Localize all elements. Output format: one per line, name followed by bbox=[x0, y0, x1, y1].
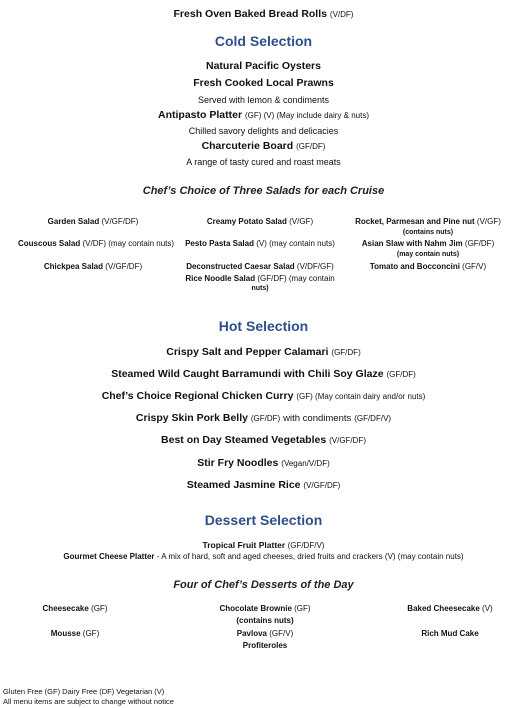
salad-chickpea bbox=[18, 262, 168, 271]
salad-tag: (V/GF/DF) bbox=[101, 217, 139, 226]
fruit-item bbox=[0, 540, 527, 550]
dessert-mousse bbox=[10, 629, 140, 638]
pork-item bbox=[0, 412, 527, 424]
dish-tag: (V/GF/DF) bbox=[303, 481, 341, 490]
dessert-brownie-note: (contains nuts) bbox=[236, 616, 294, 625]
dish-name: Crispy Salt and Pepper Calamari bbox=[166, 346, 329, 358]
salad-potato bbox=[185, 217, 335, 226]
salad-pesto bbox=[185, 239, 335, 248]
dish-extra: with condiments bbox=[283, 413, 352, 424]
salad-name: Chickpea Salad bbox=[43, 262, 103, 271]
dish-name: Chef’s Choice Regional Chicken Curry bbox=[101, 390, 294, 402]
dish-name: Stir Fry Noodles bbox=[197, 457, 279, 469]
salad-caesar bbox=[185, 262, 335, 271]
salad-asian bbox=[348, 239, 508, 248]
dish-tag: (GF/DF) bbox=[250, 414, 281, 423]
cheese-item bbox=[0, 552, 527, 561]
salad-couscous bbox=[18, 239, 175, 248]
veg-item bbox=[0, 434, 527, 446]
dessert-name: Pavlova bbox=[236, 629, 267, 638]
salad-garden bbox=[18, 217, 168, 226]
dish-desc: - A mix of hard, soft and aged cheeses, dried fruits and crackers (V) (may contain nuts) bbox=[156, 552, 464, 561]
dessert-name: Chocolate Brownie bbox=[219, 604, 292, 613]
dessert-tag: (V) bbox=[482, 604, 493, 613]
bread-item bbox=[0, 8, 527, 20]
salad-tag: (V/GF) bbox=[476, 217, 501, 226]
antipasto-name: Antipasto Platter bbox=[158, 109, 243, 121]
salad-tag: (GF/DF) bbox=[464, 239, 495, 248]
dessert-tag: (GF) bbox=[294, 604, 311, 613]
change-notice: All menu items are subject to change without notice bbox=[3, 697, 174, 706]
dish-name: Steamed Wild Caught Barramundi with Chili Soy Glaze bbox=[111, 368, 384, 380]
curry-item bbox=[0, 390, 527, 402]
dish-name: Crispy Skin Pork Belly bbox=[135, 412, 248, 424]
charcuterie-tag: (GF/DF) bbox=[296, 142, 326, 151]
salad-tag: (V/GF) bbox=[289, 217, 314, 226]
salad-name: Creamy Potato Salad bbox=[206, 217, 287, 226]
dish-name: Tropical Fruit Platter bbox=[202, 540, 286, 550]
dessert-mud bbox=[385, 629, 515, 638]
dessert-tag: (GF) bbox=[91, 604, 108, 613]
dish-tag: (GF/DF) bbox=[331, 348, 361, 357]
dish-tag: (GF/DF) bbox=[386, 370, 416, 379]
salad-noodle-note: nuts) bbox=[251, 285, 269, 292]
antipasto-item bbox=[0, 109, 527, 121]
dish-name: Steamed Jasmine Rice bbox=[186, 479, 301, 491]
charcuterie-name: Charcuterie Board bbox=[201, 140, 294, 152]
salad-tag: (V/DF/GF) bbox=[296, 262, 334, 271]
salad-name: Rocket, Parmesan and Pine nut bbox=[355, 217, 475, 226]
dessert-name: Cheesecake bbox=[42, 604, 89, 613]
dish-name: Best on Day Steamed Vegetables bbox=[161, 434, 327, 446]
dish-name: Gourmet Cheese Platter bbox=[63, 552, 155, 561]
salad-tomato bbox=[348, 262, 508, 271]
charcuterie-desc: A range of tasty cured and roast meats bbox=[186, 157, 341, 167]
hot-heading: Hot Selection bbox=[218, 318, 309, 334]
dessert-tag: (GF/V) bbox=[269, 629, 294, 638]
dessert-pavlova bbox=[195, 629, 335, 638]
salad-name: Asian Slaw with Nahm Jim bbox=[361, 239, 463, 248]
salad-name: Garden Salad bbox=[47, 217, 100, 226]
salads-heading: Chef’s Choice of Three Salads for each Cruise bbox=[142, 185, 385, 197]
dessert-subheading: Four of Chef’s Desserts of the Day bbox=[173, 579, 354, 591]
oysters-item: Natural Pacific Oysters bbox=[206, 60, 321, 72]
dish-extra-tag: (GF/DF/V) bbox=[354, 414, 392, 423]
dish-tag: (Vegan/V/DF) bbox=[281, 459, 330, 468]
prawns-item: Fresh Cooked Local Prawns bbox=[193, 77, 334, 89]
charcuterie-item bbox=[0, 140, 527, 152]
salad-tag: (V) (may contain nuts) bbox=[256, 239, 335, 248]
calamari-item bbox=[0, 346, 527, 358]
salad-rocket-note: (contains nuts) bbox=[402, 229, 454, 236]
salad-name: Rice Noodle Salad bbox=[185, 274, 256, 283]
antipasto-tag: (GF) (V) (May include dairy & nuts) bbox=[244, 111, 369, 120]
rice-item bbox=[0, 479, 527, 491]
dish-tag: (GF) (May contain dairy and/or nuts) bbox=[296, 392, 426, 401]
salad-noodle bbox=[185, 274, 335, 283]
dessert-profiteroles bbox=[195, 641, 335, 650]
salad-rocket bbox=[348, 217, 508, 226]
noodles-item bbox=[0, 457, 527, 469]
dessert-name: Profiteroles bbox=[242, 641, 288, 650]
salad-name: Couscous Salad bbox=[18, 239, 81, 248]
dessert-baked bbox=[385, 604, 515, 613]
prawns-desc: Served with lemon & condiments bbox=[197, 95, 330, 105]
bread-name: Fresh Oven Baked Bread Rolls bbox=[173, 8, 327, 20]
salad-tag: (GF/DF) (may contain bbox=[257, 274, 335, 283]
salad-tag: (V/DF) (may contain nuts) bbox=[82, 239, 175, 248]
bread-tag: (V/DF) bbox=[329, 10, 354, 19]
salad-tag: (V/GF/DF) bbox=[105, 262, 143, 271]
dish-tag: (GF/DF/V) bbox=[287, 541, 325, 550]
barramundi-item bbox=[0, 368, 527, 380]
salad-tag: (GF/V) bbox=[462, 262, 487, 271]
dessert-heading: Dessert Selection bbox=[204, 512, 323, 528]
dessert-brownie bbox=[195, 604, 335, 613]
salad-name: Deconstructed Caesar Salad bbox=[186, 262, 295, 271]
dessert-cheesecake bbox=[10, 604, 140, 613]
salad-name: Pesto Pasta Salad bbox=[185, 239, 254, 248]
dessert-name: Mousse bbox=[50, 629, 81, 638]
dietary-legend: Gluten Free (GF) Dairy Free (DF) Vegetarian (V) bbox=[3, 687, 165, 696]
dessert-name: Rich Mud Cake bbox=[421, 629, 479, 638]
dessert-tag: (GF) bbox=[82, 629, 100, 638]
cold-heading: Cold Selection bbox=[214, 33, 313, 49]
salad-name: Tomato and Bocconcini bbox=[369, 262, 460, 271]
dessert-name: Baked Cheesecake bbox=[407, 604, 480, 613]
antipasto-desc: Chilled savory delights and delicacies bbox=[188, 126, 339, 136]
dish-tag: (V/GF/DF) bbox=[329, 436, 366, 445]
salad-asian-note: (may contain nuts) bbox=[396, 251, 460, 258]
